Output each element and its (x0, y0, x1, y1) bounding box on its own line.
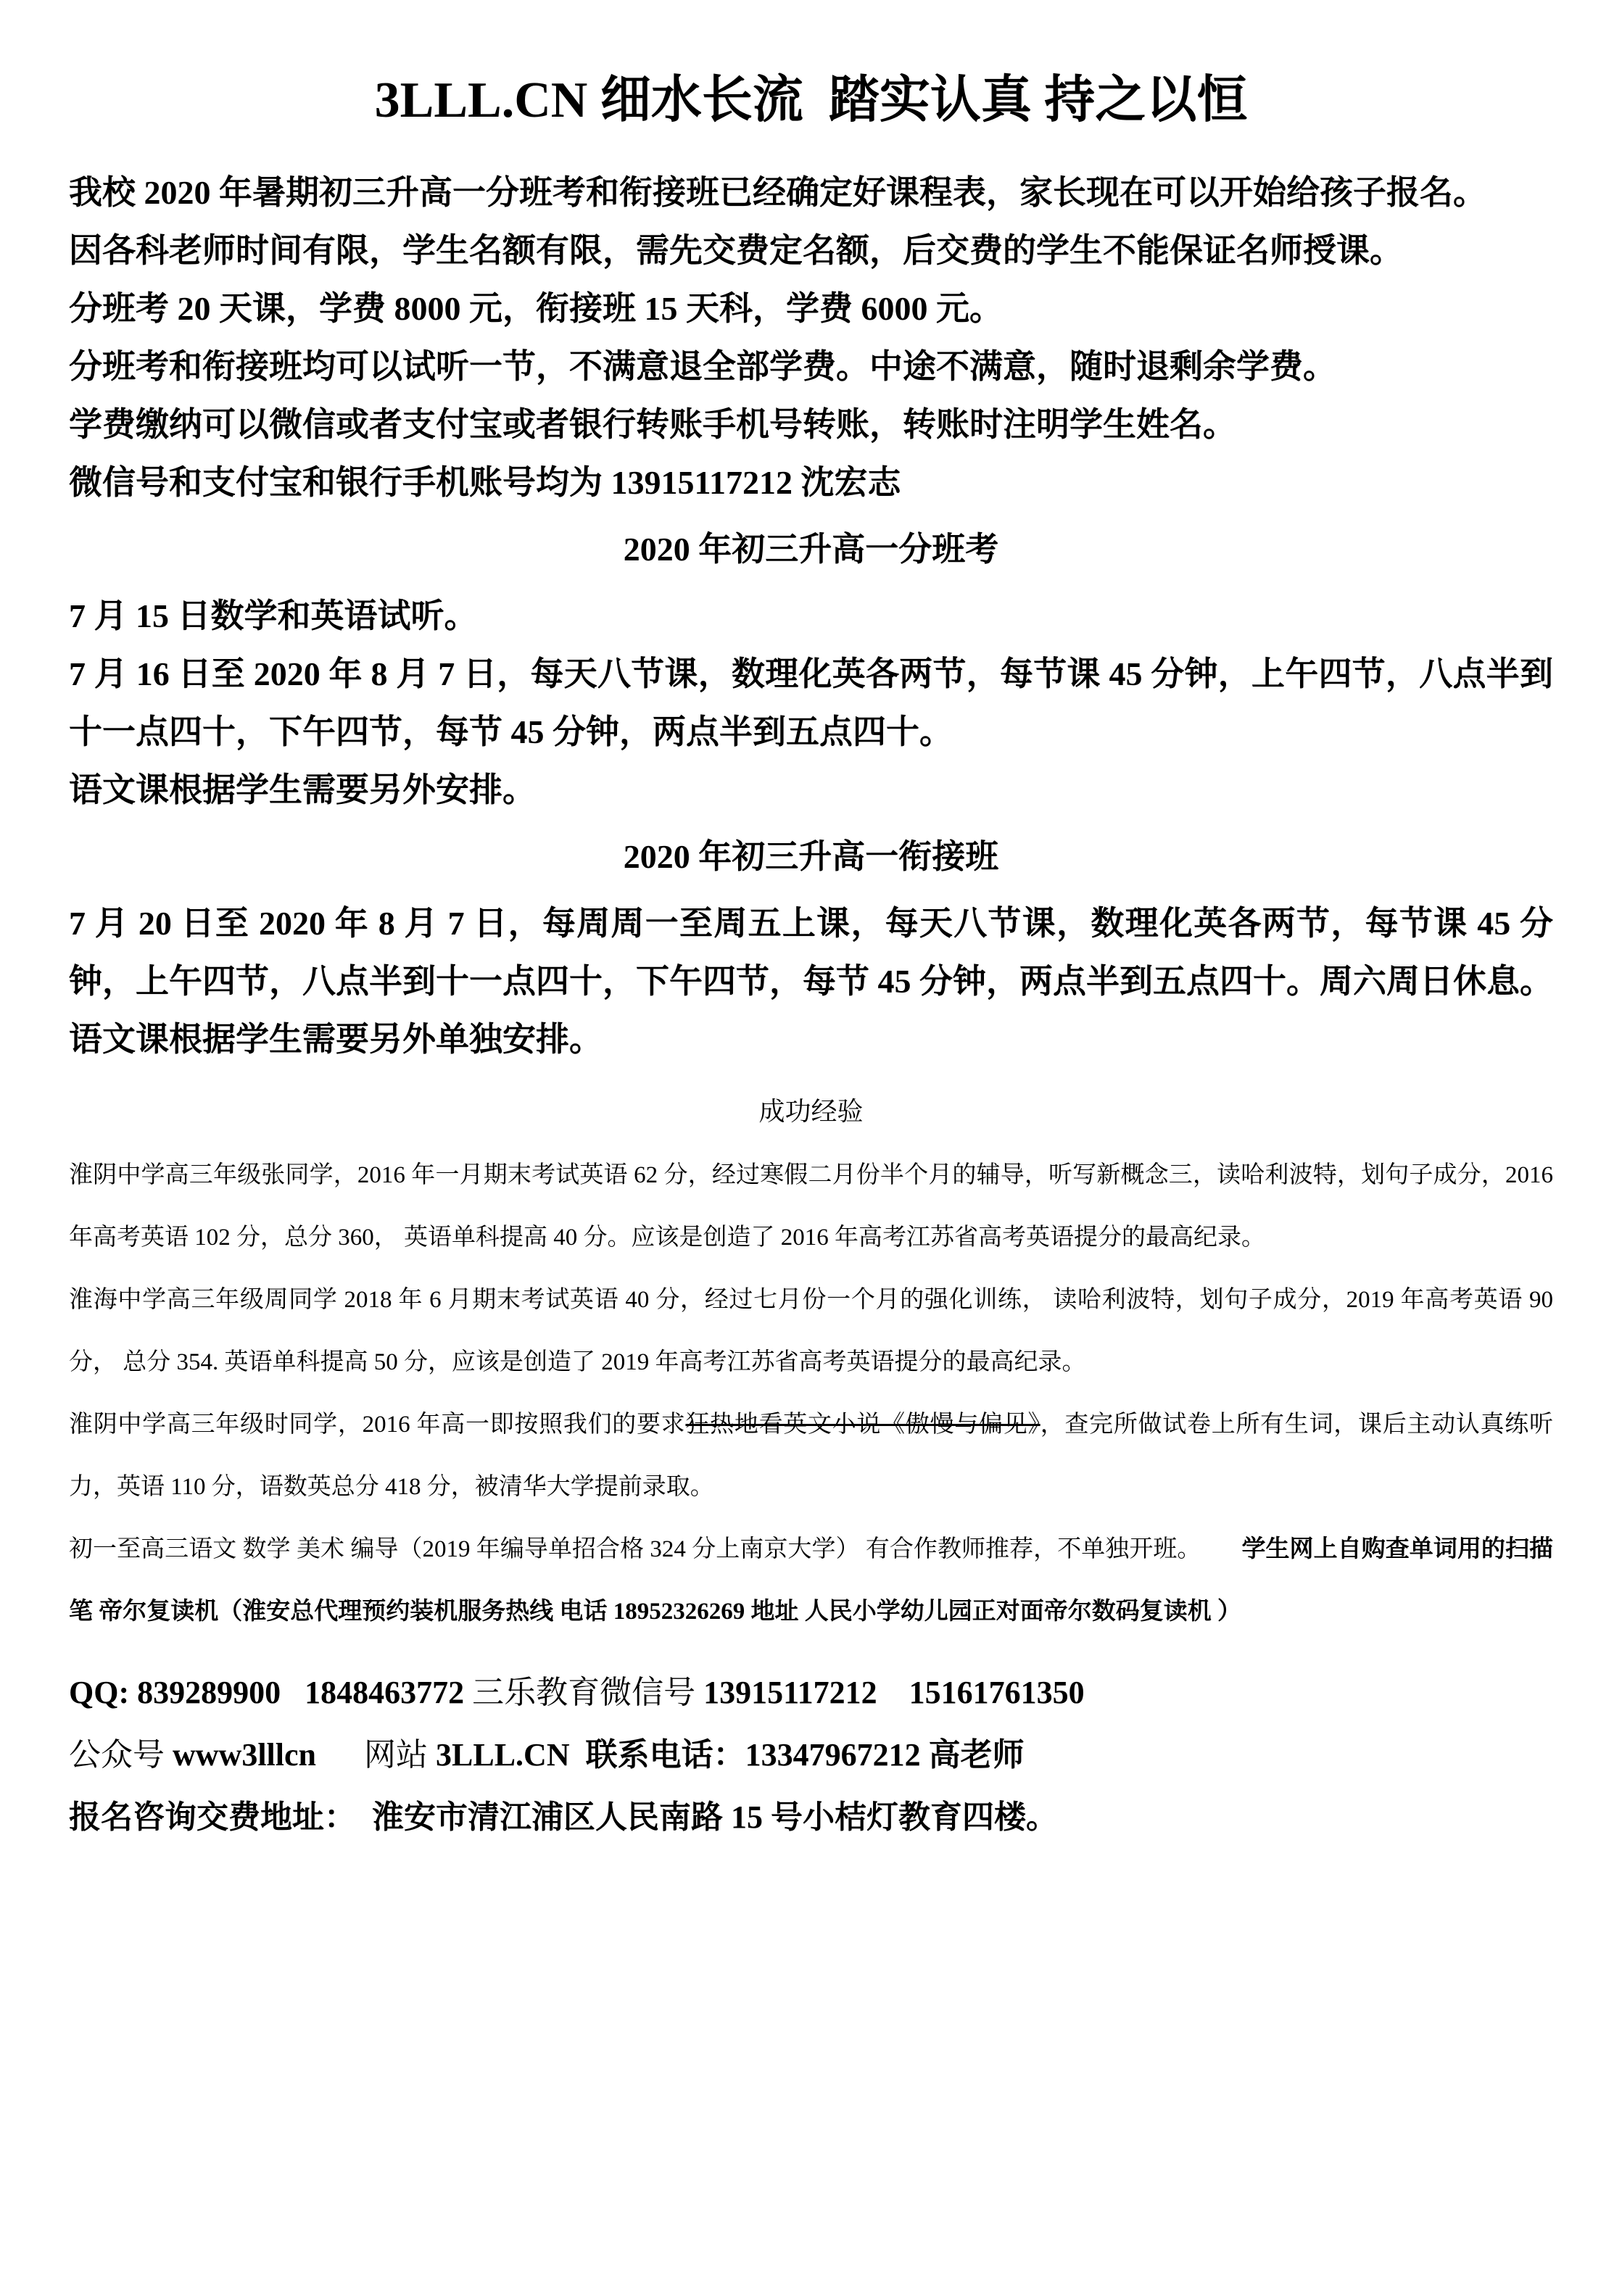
bridge-class-paragraph-1: 7 月 20 日至 2020 年 8 月 7 日，每周周一至周五上课，每天八节课，数理化英各两节，每节课 45 分钟，上午四节，八点半到十一点四十，下午四节，每节 45 分钟，两点半到五点四十。周六周日休息。 (69, 904, 1553, 1000)
story-4-normal-text: 初一至高三语文 数学 美术 编导（2019 年编导单招合格 324 分上南京大学） 有合作教师推荐，不单独开班。 (69, 1535, 1201, 1562)
notice-paragraph-1: 我校 2020 年暑期初三升高一分班考和衔接班已经确定好课程表，家长现在可以开始给孩子报名。 (69, 173, 1486, 211)
success-story-3 (69, 1393, 1553, 1518)
placement-exam-paragraph-1: 7 月 15 日数学和英语试听。 (69, 597, 478, 634)
story-3-prefix: 淮阴中学高三年级时同学，2016 年高一即按照我们的要求 (69, 1411, 686, 1438)
wechat-numbers: 13915117212 15161761350 (695, 1674, 1085, 1710)
story-4-bold-text: 学生网上自购查单词用的扫描笔 帝尔复读机（淮安总代理预约装机服务热线 电话 18952326269 地址 人民小学幼儿园正对面帝尔数码复读机 ） (69, 1535, 1554, 1625)
wechat-label: 三乐教育微信号 (472, 1674, 696, 1710)
contact-block (69, 1662, 1553, 1849)
public-account-label: 公众号 (69, 1736, 173, 1773)
success-story-2: 淮海中学高三年级周同学 2018 年 6 月期末考试英语 40 分，经过七月份一个月的强化训练， 读哈利波特，划句子成分，2019 年高考英语 90 分， 总分 354. 英语单科提高 50 分，应该是创造了 2019 年高考江苏省高考英语提分的最高纪录。 (69, 1286, 1553, 1375)
address-value: 淮安市清江浦区人民南路 15 号小桔灯教育四楼。 (356, 1799, 1058, 1835)
strikethrough-text: 狂热地看英文小说《傲慢与偏见》 (685, 1411, 1040, 1438)
address-label: 报名咨询交费地址： (69, 1799, 356, 1835)
placement-exam-paragraph-3: 语文课根据学生需要另外安排。 (69, 771, 536, 808)
page-title: 3LLL.CN 细水长流 踏实认真 持之以恒 (374, 72, 1248, 128)
address-line (69, 1786, 1553, 1849)
notice-paragraph-3: 分班考 20 天课，学费 8000 元，衔接班 15 天科，学费 6000 元。 (69, 289, 1003, 327)
notice-paragraph-4: 分班考和衔接班均可以试听一节，不满意退全部学费。中途不满意，随时退剩余学费。 (69, 347, 1336, 385)
success-story-1: 淮阴中学高三年级张同学，2016 年一月期末考试英语 62 分，经过寒假二月份半个月的辅导，听写新概念三，读哈利波特，划句子成分，2016 年高考英语 102 分，总分 360， 英语单科提高 40 分。应该是创造了 2016 年高考江苏省高考英语提分的最高纪录。 (69, 1161, 1553, 1251)
bridge-class-heading: 2020 年初三升高一衔接班 (623, 837, 999, 875)
website-label: 网站 (316, 1736, 436, 1773)
bridge-class-paragraph-2: 语文课根据学生需要另外单独安排。 (69, 1020, 603, 1058)
public-account-value: www3lllcn (173, 1736, 316, 1773)
website-value: 3LLL.CN (436, 1736, 570, 1773)
story-3-suffix: ，查完所做试卷上所有生词，课后主动认真练听力，英语 110 分，语数英总分 418 分，被清华大学提前录取。 (69, 1411, 1554, 1500)
qq-line (69, 1662, 1553, 1724)
public-account-line (69, 1724, 1553, 1786)
success-heading: 成功经验 (758, 1096, 864, 1126)
contact-phone: 联系电话：13347967212 高老师 (569, 1736, 1025, 1773)
qq-numbers-label: QQ: 839289900 1848463772 (69, 1674, 473, 1710)
notice-paragraph-5: 学费缴纳可以微信或者支付宝或者银行转账手机号转账，转账时注明学生姓名。 (69, 405, 1236, 443)
notice-paragraph-6: 微信号和支付宝和银行手机账号均为 13915117212 沈宏志 (69, 463, 901, 501)
notice-paragraph-2: 因各科老师时间有限，学生名额有限，需先交费定名额，后交费的学生不能保证名师授课。 (69, 231, 1403, 269)
placement-exam-heading: 2020 年初三升高一分班考 (623, 530, 999, 568)
success-story-4 (69, 1518, 1553, 1643)
placement-exam-paragraph-2: 7 月 16 日至 2020 年 8 月 7 日，每天八节课，数理化英各两节，每节课 45 分钟，上午四节，八点半到十一点四十，下午四节，每节 45 分钟，两点半到五点四十。 (69, 655, 1553, 750)
